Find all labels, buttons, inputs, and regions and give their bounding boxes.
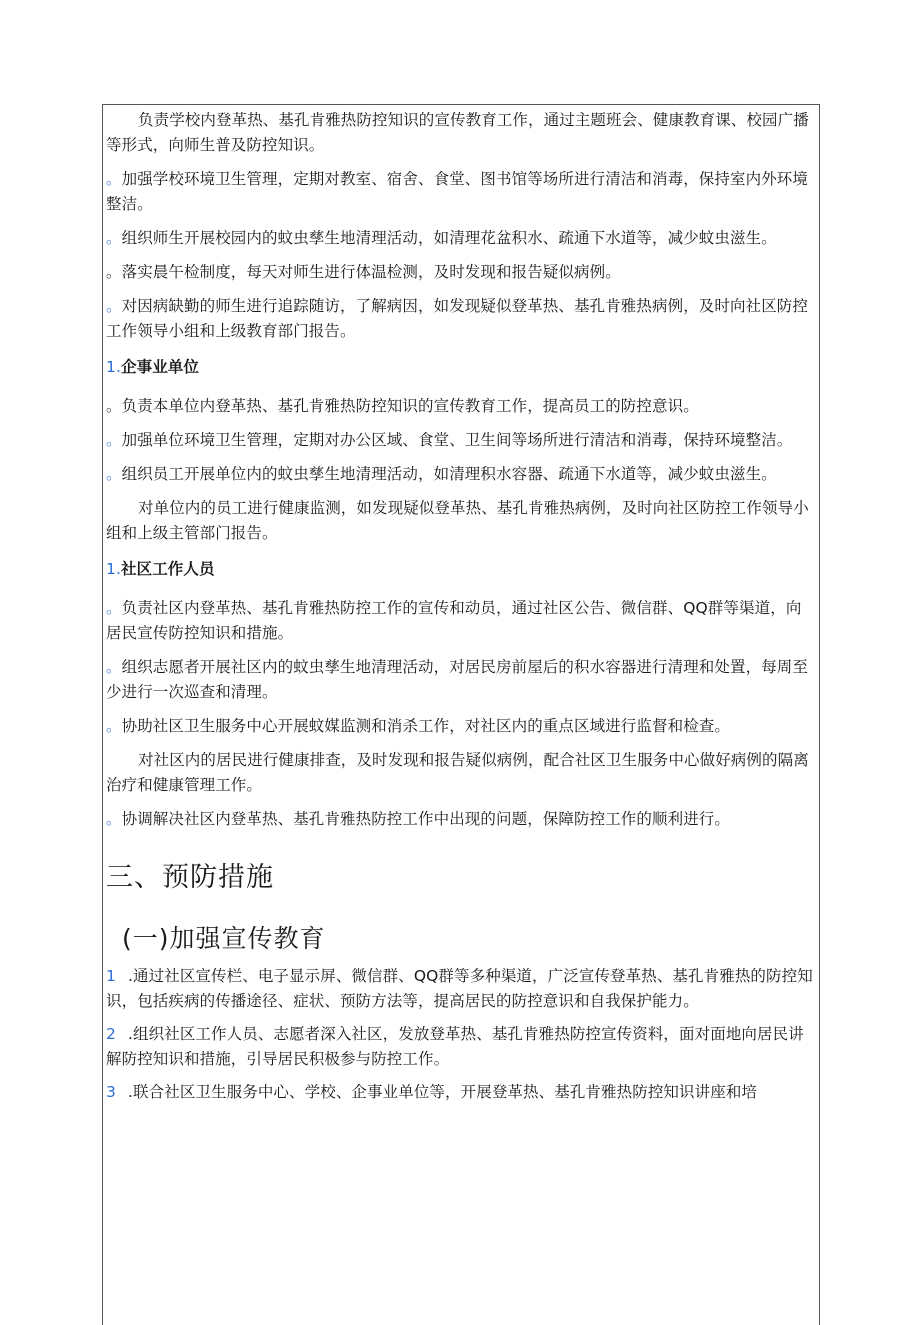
enterprise-paragraph-3 bbox=[106, 462, 816, 487]
enterprise-paragraph-4: 对单位内的员工进行健康监测，如发现疑似登革热、基孔肯雅热病例，及时向社区防控工作领导小组和上级主管部门报告。 bbox=[106, 499, 809, 542]
education-item-2 bbox=[106, 1022, 816, 1072]
subsection-heading-education: (一)加强宣传教育 bbox=[122, 924, 326, 953]
paragraph-text: 加强学校环境卫生管理，定期对教室、宿舍、食堂、图书馆等场所进行清洁和消毒，保持室内外环境整洁。 bbox=[106, 170, 809, 213]
school-paragraph-2 bbox=[106, 167, 816, 217]
bullet-mark: 。 bbox=[106, 431, 122, 449]
item-number: 2 bbox=[106, 1025, 116, 1043]
paragraph-text: 组织员工开展单位内的蚊虫孳生地清理活动，如清理积水容器、疏通下水道等，减少蚊虫滋生。 bbox=[121, 465, 777, 483]
section-heading-prevention: 三、预防措施 bbox=[106, 862, 274, 893]
community-paragraph-4: 对社区内的居民进行健康排查，及时发现和报告疑似病例，配合社区卫生服务中心做好病例的隔离治疗和健康管理工作。 bbox=[106, 751, 809, 794]
education-item-1 bbox=[106, 964, 816, 1014]
school-paragraph-3 bbox=[106, 226, 816, 251]
heading-text: 社区工作人员 bbox=[121, 560, 215, 578]
school-paragraph-4: 。落实晨午检制度，每天对师生进行体温检测，及时发现和报告疑似病例。 bbox=[106, 263, 621, 281]
paragraph-text: 组织师生开展校园内的蚊虫孳生地清理活动，如清理花盆积水、疏通下水道等，减少蚊虫滋生。 bbox=[121, 229, 777, 247]
school-paragraph-1: 负责学校内登革热、基孔肯雅热防控知识的宣传教育工作，通过主题班会、健康教育课、校园广播等形式，向师生普及防控知识。 bbox=[106, 111, 809, 154]
document-content bbox=[106, 104, 816, 1105]
paragraph-text: 加强单位环境卫生管理，定期对办公区域、食堂、卫生间等场所进行清洁和消毒，保持环境整洁。 bbox=[121, 431, 793, 449]
community-paragraph-3 bbox=[106, 714, 816, 739]
item-text: .通过社区宣传栏、电子显示屏、微信群、QQ群等多种渠道，广泛宣传登革热、基孔肯雅热的防控知识，包括疾病的传播途径、症状、预防方法等，提高居民的防控意识和自我保护能力。 bbox=[106, 967, 813, 1010]
heading-number: 1. bbox=[106, 560, 121, 578]
bullet-mark: 。 bbox=[106, 717, 122, 735]
paragraph-text: 负责社区内登革热、基孔肯雅热防控工作的宣传和动员，通过社区公告、微信群、QQ群等渠道，向居民宣传防控知识和措施。 bbox=[106, 599, 802, 642]
paragraph-text: 组织志愿者开展社区内的蚊虫孳生地清理活动，对居民房前屋后的积水容器进行清理和处置，每周至少进行一次巡查和清理。 bbox=[106, 658, 809, 701]
item-text: .联合社区卫生服务中心、学校、企事业单位等，开展登革热、基孔肯雅热防控知识讲座和培 bbox=[128, 1083, 758, 1101]
item-text: .组织社区工作人员、志愿者深入社区，发放登革热、基孔肯雅热防控宣传资料，面对面地向居民讲解防控知识和措施，引导居民积极参与防控工作。 bbox=[106, 1025, 804, 1068]
community-paragraph-1 bbox=[106, 596, 816, 646]
community-paragraph-2 bbox=[106, 655, 816, 705]
bullet-mark: 。 bbox=[106, 465, 122, 483]
paragraph-text: 协调解决社区内登革热、基孔肯雅热防控工作中出现的问题，保障防控工作的顺利进行。 bbox=[121, 810, 731, 828]
bullet-mark: 。 bbox=[106, 297, 122, 315]
enterprise-paragraph-1: 。负责本单位内登革热、基孔肯雅热防控知识的宣传教育工作，提高员工的防控意识。 bbox=[106, 397, 699, 415]
bullet-mark: 。 bbox=[106, 229, 122, 247]
paragraph-text: 对因病缺勤的师生进行追踪随访，了解病因，如发现疑似登革热、基孔肯雅热病例，及时向社区防控工作领导小组和上级教育部门报告。 bbox=[106, 297, 809, 340]
enterprise-heading bbox=[106, 355, 816, 380]
enterprise-paragraph-2 bbox=[106, 428, 816, 453]
school-paragraph-5 bbox=[106, 294, 816, 344]
heading-number: 1. bbox=[106, 358, 121, 376]
community-paragraph-5 bbox=[106, 807, 816, 832]
education-item-3 bbox=[106, 1080, 816, 1105]
heading-text: 企事业单位 bbox=[121, 358, 200, 376]
paragraph-text: 协助社区卫生服务中心开展蚊媒监测和消杀工作，对社区内的重点区域进行监督和检查。 bbox=[121, 717, 731, 735]
item-number: 1 bbox=[106, 967, 116, 985]
bullet-mark: 。 bbox=[106, 170, 122, 188]
bullet-mark: 。 bbox=[106, 599, 122, 617]
bullet-mark: 。 bbox=[106, 810, 122, 828]
bullet-mark: 。 bbox=[106, 658, 122, 676]
community-heading bbox=[106, 557, 816, 582]
item-number: 3 bbox=[106, 1083, 116, 1101]
